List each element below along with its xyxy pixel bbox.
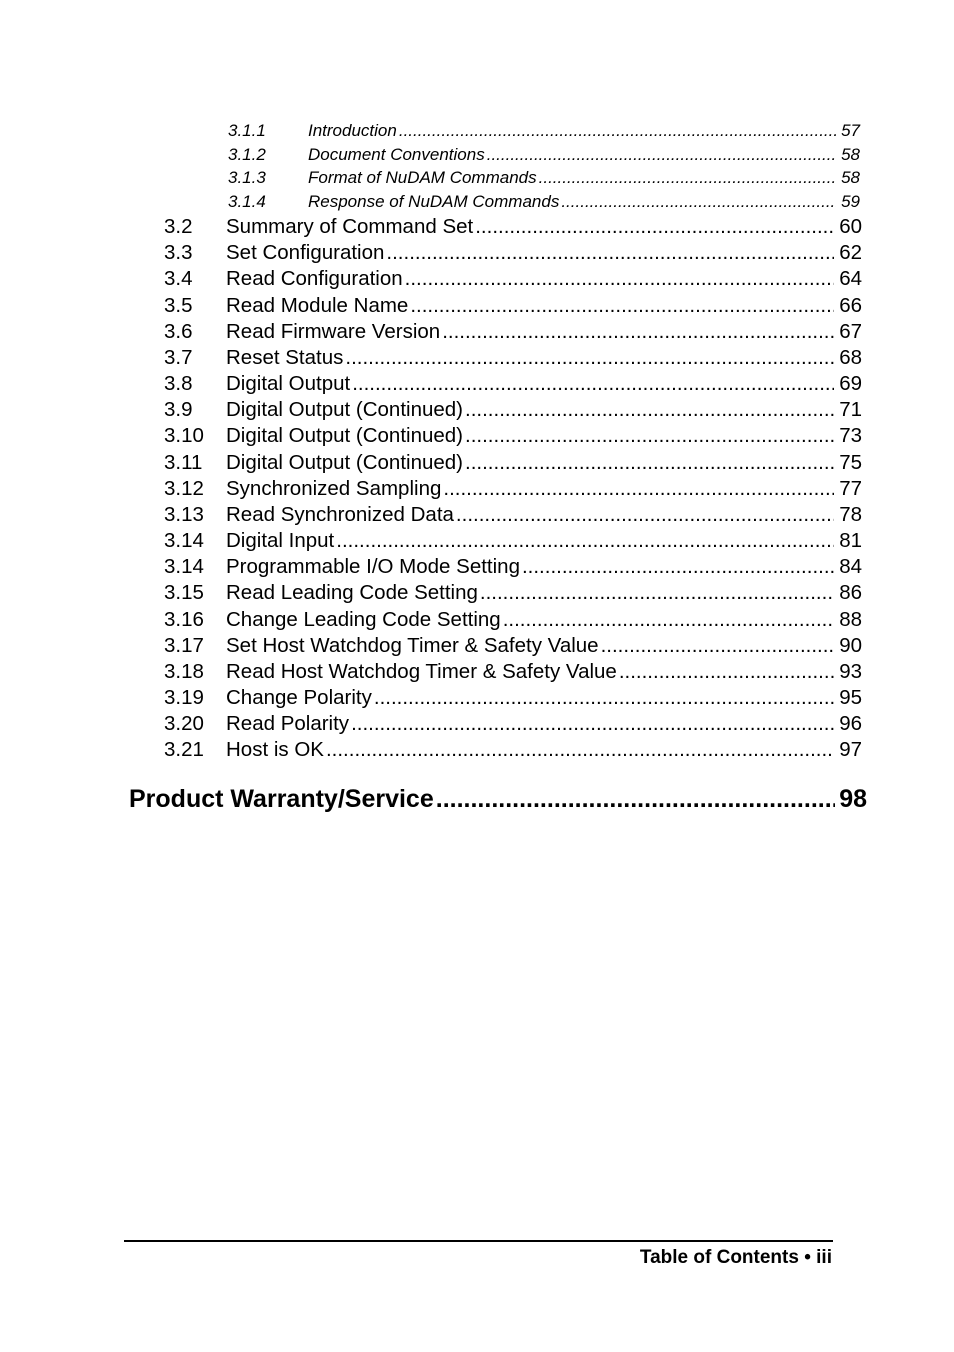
toc-entry-page: 62 xyxy=(839,241,862,264)
toc-entry[interactable] xyxy=(164,398,862,424)
toc-entry-number: 3.12 xyxy=(164,477,204,500)
toc-entry[interactable] xyxy=(228,121,860,145)
toc-entry-number: 3.21 xyxy=(164,738,204,761)
toc-entry-number: 3.1.2 xyxy=(228,145,266,164)
dot-leader xyxy=(561,192,836,212)
toc-entry[interactable] xyxy=(228,145,860,169)
toc-entry[interactable] xyxy=(228,168,860,192)
toc-entry-title: Document Conventions xyxy=(308,145,485,164)
toc-chapter-title: Product Warranty/Service xyxy=(129,785,434,813)
toc-entry-title: Digital Output (Continued) xyxy=(226,424,464,447)
dot-leader xyxy=(619,660,834,684)
toc-entry-title: Host is OK xyxy=(226,738,324,761)
toc-entry-page: 84 xyxy=(839,555,862,578)
toc-entry-number: 3.2 xyxy=(164,215,193,238)
dot-leader xyxy=(442,320,834,344)
toc-entry-page: 90 xyxy=(839,634,862,657)
dot-leader xyxy=(405,267,834,291)
toc-entry-page: 67 xyxy=(839,320,862,343)
toc-entry-title: Read Module Name xyxy=(226,294,409,317)
toc-entry-title: Programmable I/O Mode Setting xyxy=(226,555,520,578)
toc-entry-title: Format of NuDAM Commands xyxy=(308,168,537,187)
page-footer xyxy=(640,1247,832,1269)
toc-entry-title: Read Synchronized Data xyxy=(226,503,454,526)
toc-entry-page: 64 xyxy=(839,267,862,290)
toc-entry-number: 3.9 xyxy=(164,398,193,421)
toc-entry[interactable] xyxy=(164,634,862,660)
toc-entry-number: 3.14 xyxy=(164,529,204,552)
toc-entry-number: 3.5 xyxy=(164,294,193,317)
dot-leader xyxy=(443,477,834,501)
toc-entry-page: 59 xyxy=(841,192,860,211)
toc-entry-number: 3.15 xyxy=(164,581,204,604)
toc-entry-page: 68 xyxy=(839,346,862,369)
toc-entry-number: 3.8 xyxy=(164,372,193,395)
toc-entry-page: 71 xyxy=(839,398,862,421)
toc-entry-title: Read Host Watchdog Timer & Safety Value xyxy=(226,660,617,683)
toc-entry[interactable] xyxy=(164,241,862,267)
toc-entry[interactable] xyxy=(164,608,862,634)
toc-entry-page: 95 xyxy=(839,686,862,709)
toc-entry-number: 3.10 xyxy=(164,424,204,447)
dot-leader xyxy=(351,712,834,736)
toc-entry-title: Digital Output (Continued) xyxy=(226,398,464,421)
dot-leader xyxy=(487,145,836,165)
toc-entry-title: Response of NuDAM Commands xyxy=(308,192,560,211)
toc-entry-page: 96 xyxy=(839,712,862,735)
toc-entry-title: Set Host Watchdog Timer & Safety Value xyxy=(226,634,599,657)
toc-entry[interactable] xyxy=(164,660,862,686)
toc-entry-title: Read Firmware Version xyxy=(226,320,441,343)
toc-entry[interactable] xyxy=(164,503,862,529)
toc-entry[interactable] xyxy=(164,686,862,712)
toc-entry[interactable] xyxy=(164,529,862,555)
toc-entry-page: 97 xyxy=(839,738,862,761)
toc-entry[interactable] xyxy=(164,267,862,293)
toc-entry-title: Read Polarity xyxy=(226,712,350,735)
dot-leader xyxy=(352,372,834,396)
dot-leader xyxy=(503,608,834,632)
dot-leader xyxy=(374,686,834,710)
toc-entry-number: 3.17 xyxy=(164,634,204,657)
toc-entry-number: 3.7 xyxy=(164,346,193,369)
toc-entry-title: Introduction xyxy=(308,121,397,140)
toc-entry[interactable] xyxy=(228,192,860,216)
toc-entry-title: Read Leading Code Setting xyxy=(226,581,478,604)
toc-entry-page: 75 xyxy=(839,451,862,474)
footer-bullet: • xyxy=(804,1247,811,1268)
toc-entry[interactable] xyxy=(164,320,862,346)
toc-entry[interactable] xyxy=(164,477,862,503)
toc-entry-page: 73 xyxy=(839,424,862,447)
dot-leader xyxy=(522,555,834,579)
toc-entry[interactable] xyxy=(164,555,862,581)
toc-entry[interactable] xyxy=(164,372,862,398)
toc-entry-number: 3.18 xyxy=(164,660,204,683)
toc-entry-title: Digital Output xyxy=(226,372,351,395)
toc-entry-title: Read Configuration xyxy=(226,267,403,290)
toc-entry-number: 3.3 xyxy=(164,241,193,264)
dot-leader xyxy=(436,785,835,814)
toc-entry-page: 66 xyxy=(839,294,862,317)
dot-leader xyxy=(336,529,834,553)
toc-entry-title: Change Polarity xyxy=(226,686,372,709)
toc-entry-number: 3.1.4 xyxy=(228,192,266,211)
footer-label: Table of Contents xyxy=(639,1247,799,1268)
toc-entry[interactable] xyxy=(164,424,862,450)
toc-entry-page: 60 xyxy=(839,215,862,238)
toc-entry[interactable] xyxy=(164,738,862,764)
toc-entry-title: Change Leading Code Setting xyxy=(226,608,501,631)
toc-chapter-page: 98 xyxy=(839,785,867,813)
footer-page-number: iii xyxy=(816,1247,832,1268)
dot-leader xyxy=(399,121,836,141)
toc-entry-number: 3.1.1 xyxy=(228,121,266,140)
toc-entry-page: 88 xyxy=(839,608,862,631)
dot-leader xyxy=(539,168,836,188)
toc-entry-title: Summary of Command Set xyxy=(226,215,474,238)
toc-entry-number: 3.6 xyxy=(164,320,193,343)
toc-entry-page: 57 xyxy=(841,121,860,140)
toc-entry-title: Set Configuration xyxy=(226,241,385,264)
toc-entry-page: 69 xyxy=(839,372,862,395)
toc-entry-page: 78 xyxy=(839,503,862,526)
dot-leader xyxy=(601,634,834,658)
toc-entry-page: 93 xyxy=(839,660,862,683)
toc-entry-page: 81 xyxy=(839,529,862,552)
dot-leader xyxy=(386,241,834,265)
dot-leader xyxy=(480,581,834,605)
toc-entry-number: 3.19 xyxy=(164,686,204,709)
toc-entry-page: 86 xyxy=(839,581,862,604)
dot-leader xyxy=(465,398,834,422)
toc-entry-page: 77 xyxy=(839,477,862,500)
toc-entry-title: Digital Output (Continued) xyxy=(226,451,464,474)
toc-entry-number: 3.1.3 xyxy=(228,168,266,187)
toc-entry-number: 3.11 xyxy=(164,451,203,474)
toc-chapter-entry[interactable] xyxy=(129,785,867,819)
footer-rule xyxy=(124,1240,833,1242)
toc-entry[interactable] xyxy=(164,294,862,320)
toc-entry-page: 58 xyxy=(841,168,860,187)
toc-entry-title: Digital Input xyxy=(226,529,335,552)
toc-entry[interactable] xyxy=(164,346,862,372)
dot-leader xyxy=(465,424,834,448)
dot-leader xyxy=(326,738,834,762)
toc-entry-number: 3.16 xyxy=(164,608,204,631)
toc-entry-page: 58 xyxy=(841,145,860,164)
toc-entry-title: Reset Status xyxy=(226,346,344,369)
dot-leader xyxy=(456,503,834,527)
toc-entry-number: 3.13 xyxy=(164,503,204,526)
toc-entry[interactable] xyxy=(164,581,862,607)
toc-entry-number: 3.20 xyxy=(164,712,204,735)
dot-leader xyxy=(345,346,834,370)
toc-entry[interactable] xyxy=(164,712,862,738)
toc-entry-number: 3.4 xyxy=(164,267,193,290)
toc-entry[interactable] xyxy=(164,215,862,241)
dot-leader xyxy=(465,451,834,475)
toc-entry-number: 3.14 xyxy=(164,555,204,578)
toc-entry-title: Synchronized Sampling xyxy=(226,477,442,500)
toc-entry[interactable] xyxy=(164,451,862,477)
dot-leader xyxy=(410,294,834,318)
dot-leader xyxy=(475,215,834,239)
